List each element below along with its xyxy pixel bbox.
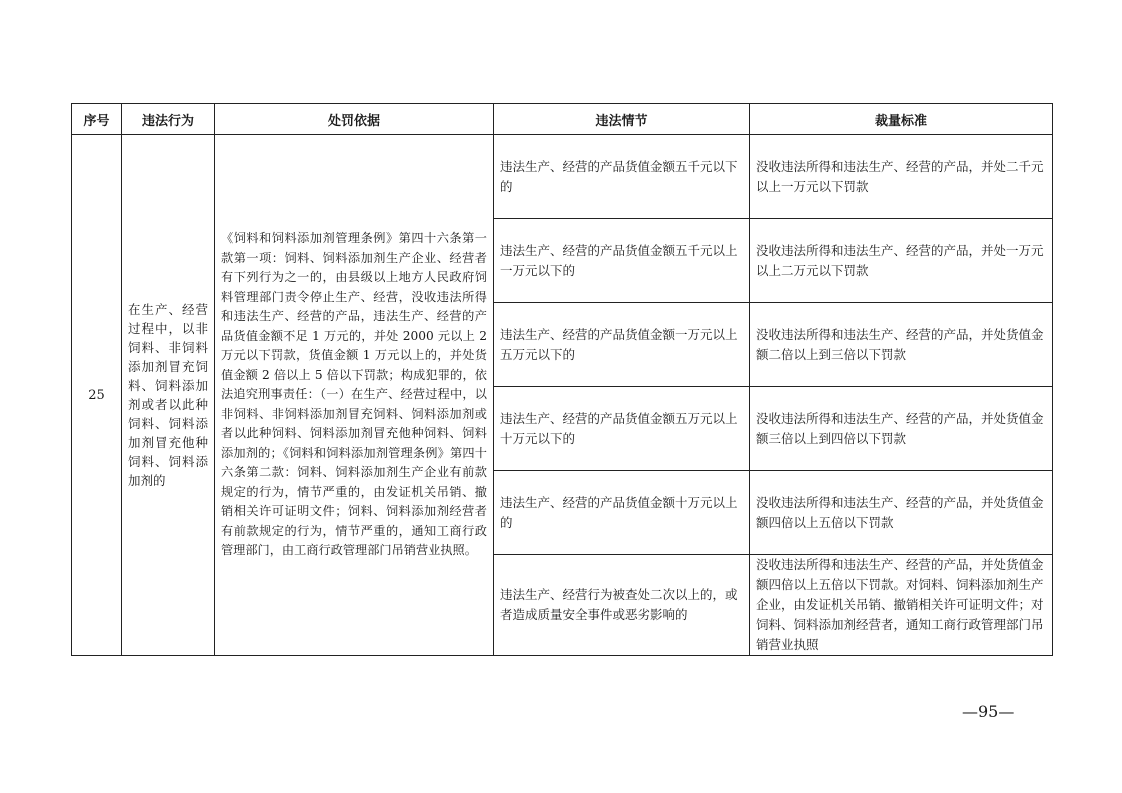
header-standard: 裁量标准 <box>750 104 1053 135</box>
penalty-table <box>71 103 1053 656</box>
discretion-standard: 没收违法所得和违法生产、经营的产品，并处货值金额四倍以上五倍以下罚款。对饲料、饲料添加剂生产企业，由发证机关吊销、撤销相关许可证明文件；对饲料、饲料添加剂经营者，通知工商行政管理部门吊销营业执照 <box>750 555 1053 656</box>
page-number: —95— <box>962 702 1015 721</box>
violation-circumstance: 违法生产、经营行为被查处二次以上的，或者造成质量安全事件或恶劣影响的 <box>494 555 750 656</box>
violation-circumstance: 违法生产、经营的产品货值金额五千元以上一万元以下的 <box>494 219 750 303</box>
violation-circumstance: 违法生产、经营的产品货值金额一万元以上五万元以下的 <box>494 303 750 387</box>
discretion-standard: 没收违法所得和违法生产、经营的产品，并处货值金额二倍以上到三倍以下罚款 <box>750 303 1053 387</box>
header-behavior: 违法行为 <box>122 104 215 135</box>
violation-circumstance: 违法生产、经营的产品货值金额五万元以上十万元以下的 <box>494 387 750 471</box>
header-circumstance: 违法情节 <box>494 104 750 135</box>
item-number: 25 <box>72 135 122 656</box>
violation-circumstance: 违法生产、经营的产品货值金额十万元以上的 <box>494 471 750 555</box>
discretion-standard: 没收违法所得和违法生产、经营的产品，并处二千元以上一万元以下罚款 <box>750 135 1053 219</box>
header-row <box>72 104 1053 135</box>
discretion-standard: 没收违法所得和违法生产、经营的产品，并处货值金额四倍以上五倍以下罚款 <box>750 471 1053 555</box>
penalty-basis: 《饲料和饲料添加剂管理条例》第四十六条第一款第一项：饲料、饲料添加剂生产企业、经营者有下列行为之一的，由县级以上地方人民政府饲料管理部门责令停止生产、经营，没收违法所得和违法生产、经营的产品，违法生产、经营的产品货值金额不足 1 万元的，并处 2000 元以上 2 万元以下罚款，货值金额 1 万元以上的，并处货值金额 2 倍以上 5 倍以下罚款；构成犯罪的，依法追究刑事责任：（一）在生产、经营过程中，以非饲料、非饲料添加剂冒充饲料、饲料添加剂或者以此种饲料、饲料添加剂冒充他种饲料、饲料添加剂的；《饲料和饲料添加剂管理条例》第四十六条第二款：饲料、饲料添加剂生产企业有前款规定的行为，情节严重的，由发证机关吊销、撤销相关许可证明文件；饲料、饲料添加剂经营者有前款规定的行为，情节严重的，通知工商行政管理部门，由工商行政管理部门吊销营业执照。 <box>215 135 494 656</box>
violation-behavior: 在生产、经营过程中，以非饲料、非饲料添加剂冒充饲料、饲料添加剂或者以此种饲料、饲料添加剂冒充他种饲料、饲料添加剂的 <box>122 135 215 656</box>
discretion-standard: 没收违法所得和违法生产、经营的产品，并处一万元以上二万元以下罚款 <box>750 219 1053 303</box>
violation-circumstance: 违法生产、经营的产品货值金额五千元以下的 <box>494 135 750 219</box>
discretion-standard: 没收违法所得和违法生产、经营的产品，并处货值金额三倍以上到四倍以下罚款 <box>750 387 1053 471</box>
header-basis: 处罚依据 <box>215 104 494 135</box>
header-no: 序号 <box>72 104 122 135</box>
table-row <box>72 135 1053 219</box>
